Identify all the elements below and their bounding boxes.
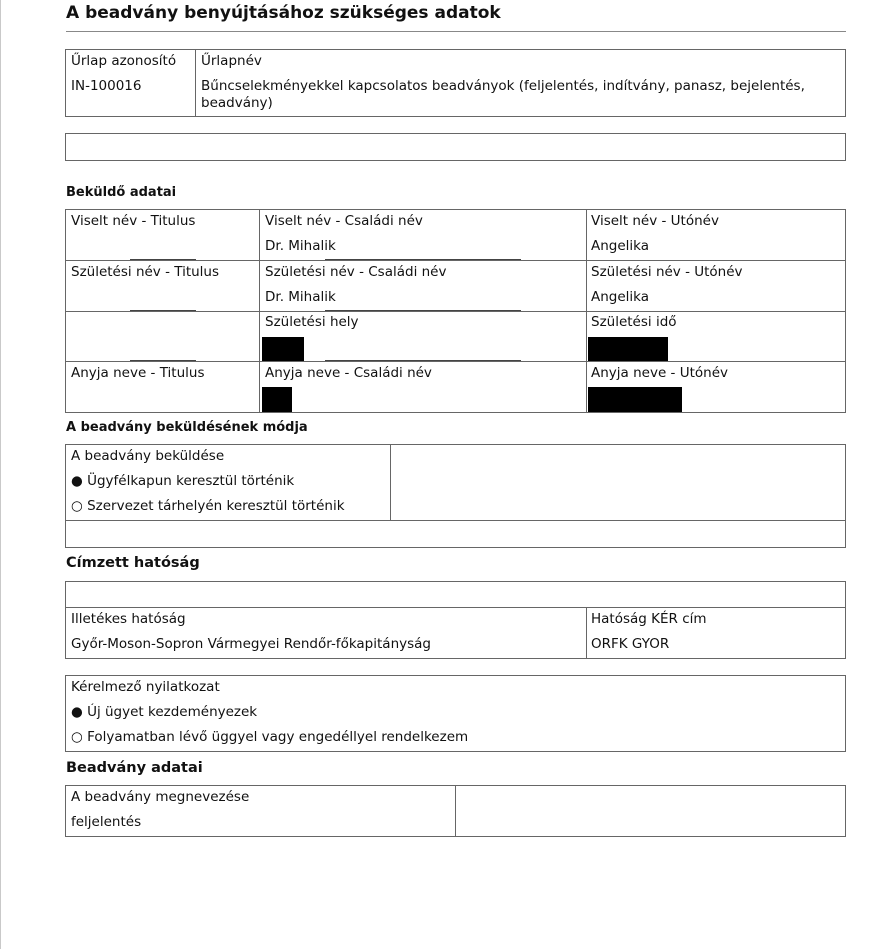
sender-row-divider (65, 311, 846, 312)
anyja-titulus-label: Anyja neve - Titulus (71, 365, 205, 381)
redacted-mother-firstname (588, 387, 682, 412)
radio-selected-icon: ● (71, 704, 83, 720)
form-id-value: IN-100016 (71, 78, 142, 94)
authority-value: Győr-Moson-Sopron Vármegyei Rendőr-főkapitányság (71, 636, 431, 652)
viselt-titulus-label: Viselt név - Titulus (71, 213, 196, 229)
sender-row-divider (65, 361, 846, 362)
page-title: A beadvány benyújtásához szükséges adatok (66, 3, 501, 23)
declaration-option-ongoing[interactable] (71, 729, 468, 746)
option-label: Szervezet tárhelyén keresztül történik (87, 498, 345, 514)
page-left-border (0, 0, 1, 949)
field-underline (325, 310, 521, 311)
submission-row-divider (65, 520, 846, 521)
submission-option-szervezet[interactable] (71, 498, 345, 515)
szuletesi-titulus-label: Születési név - Titulus (71, 264, 220, 280)
recipient-col-divider (586, 607, 587, 659)
sender-col-divider (259, 209, 260, 413)
field-underline (130, 310, 196, 311)
sender-row-divider (65, 260, 846, 261)
filing-name-label: A beadvány megnevezése (71, 789, 250, 805)
filing-col-divider (455, 785, 456, 837)
szuletesi-csaladi-value: Dr. Mihalik (265, 289, 336, 305)
form-info-divider (195, 49, 196, 117)
field-underline (130, 259, 196, 260)
submission-option-ugyfelkapu[interactable] (71, 473, 294, 490)
recipient-heading: Címzett hatóság (66, 555, 200, 571)
filing-heading: Beadvány adatai (66, 760, 203, 776)
empty-box (65, 133, 846, 161)
radio-unselected-icon: ○ (71, 498, 83, 514)
viselt-csaladi-label: Viselt név - Családi név (265, 213, 423, 229)
field-underline (325, 360, 521, 361)
anyja-csaladi-label: Anyja neve - Családi név (265, 365, 432, 381)
submission-heading: A beadvány beküldésének módja (66, 420, 308, 435)
option-label: Ügyfélkapun keresztül történik (87, 473, 295, 489)
form-name-value: Bűncselekményekkel kapcsolatos beadványok (feljelentés, indítvány, panasz, bejelentés, beadvány) (201, 78, 805, 111)
filing-name-value: feljelentés (71, 814, 142, 830)
ker-label: Hatóság KÉR cím (591, 611, 707, 627)
viselt-uto-label: Viselt név - Utónév (591, 213, 719, 229)
title-divider (66, 31, 846, 32)
szuletesi-ido-label: Születési idő (591, 314, 677, 330)
option-label: Folyamatban lévő üggyel vagy engedéllyel rendelkezem (87, 729, 469, 745)
field-underline (130, 360, 196, 361)
radio-unselected-icon: ○ (71, 729, 83, 745)
field-underline (325, 259, 521, 260)
option-label: Új ügyet kezdeményezek (87, 704, 258, 720)
submission-col-divider (390, 444, 391, 521)
authority-label: Illetékes hatóság (71, 611, 186, 627)
anyja-uto-label: Anyja neve - Utónév (591, 365, 728, 381)
redacted-mother-surname (262, 387, 292, 412)
ker-value: ORFK GYOR (591, 636, 670, 652)
redacted-birthdate (588, 337, 668, 361)
form-id-label: Űrlap azonosító (71, 53, 177, 69)
sender-heading: Beküldő adatai (66, 185, 177, 200)
szuletesi-uto-label: Születési név - Utónév (591, 264, 743, 280)
declaration-option-new[interactable] (71, 704, 257, 721)
declaration-label: Kérelmező nyilatkozat (71, 679, 220, 695)
submission-label: A beadvány beküldése (71, 448, 225, 464)
sender-col-divider (586, 209, 587, 413)
szuletesi-uto-value: Angelika (591, 289, 650, 305)
redacted-birthplace (262, 337, 304, 361)
szuletesi-hely-label: Születési hely (265, 314, 359, 330)
form-name-label: Űrlapnév (201, 53, 262, 69)
radio-selected-icon: ● (71, 473, 83, 489)
viselt-csaladi-value: Dr. Mihalik (265, 238, 336, 254)
viselt-uto-value: Angelika (591, 238, 650, 254)
szuletesi-csaladi-label: Születési név - Családi név (265, 264, 447, 280)
recipient-row-divider (65, 607, 846, 608)
